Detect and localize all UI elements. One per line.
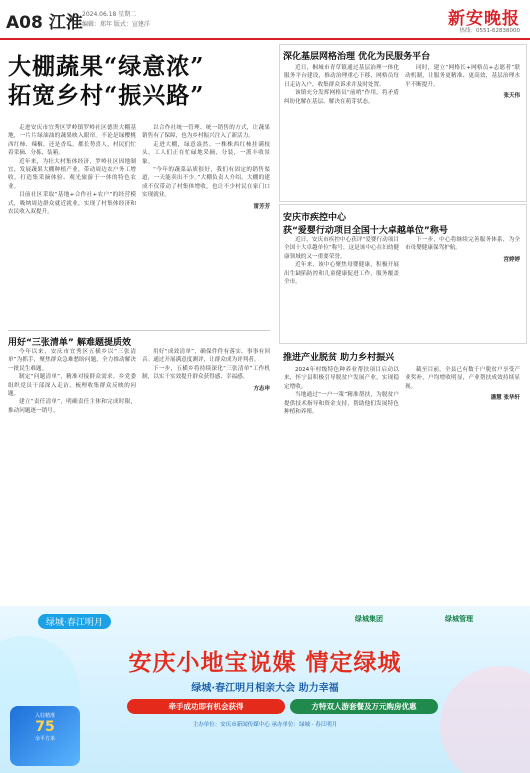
right3-column-2	[405, 366, 520, 401]
page-number	[6, 8, 83, 33]
sponsor-logo: 绿城集团	[355, 615, 383, 623]
article-para: 截至目前，全县已有数千户脱贫户享受产业奖补，户均增收明显，产业帮扶成效持续显现。	[405, 367, 520, 390]
article-para: 当地通过“一户一策”精准帮扶，为脱贫户提供技术指导和资金支持，帮助他们发展特色种植和养殖。	[284, 392, 399, 416]
article-headline: 用好“三张清单” 解难题提质效	[8, 338, 131, 348]
badge-caption: 入驻精准	[34, 713, 55, 719]
banner-subtitle: 绿城·春江明月相亲大会 助力幸福	[191, 683, 339, 694]
banner-organizers: 主办单位：安庆市新闻传媒中心 承办单位：绿城 · 春江明月	[192, 722, 338, 728]
article-three-lists	[8, 330, 270, 348]
section-name: 江淮	[48, 13, 83, 33]
advertisement-banner[interactable]	[0, 606, 530, 773]
page-no-text: A08	[6, 13, 43, 33]
article-para: 近日，桐城市青草镇通过基层治理一体化服务平台建设，推动治理重心下移，网格员每日走访入户，收集群众诉求并及时处置。	[284, 65, 399, 88]
lead-para: 近年来，为壮大村集体经济，罗岭社区因地制宜，发展蔬果大棚种植产业，带动周边农户务工增收，打造集采摘体验、观光旅游于一体的特色农业。	[8, 158, 136, 190]
article-para: 今年以来，安庆市宜秀区五横乡以“三张清单”为抓手，聚焦群众急难愁盼问题，全力推动解决一批民生难题。	[8, 349, 136, 372]
lead-para: 走进安庆市宜秀区罗岭镇罗岭社区德贵大棚基地，一片片绿油油的蔬果映入眼帘。不论是绿樱桃西红柿、辣椒，还是香瓜，都长势喜人，村民们忙着采摘、分拣、装箱。	[8, 125, 136, 157]
lead-column-1	[8, 124, 136, 216]
article-byline: 潘慧 张华轩	[490, 395, 520, 402]
lead-headline	[8, 52, 268, 110]
banner-slogan: 安庆小地宝说媒 情定绿城	[128, 649, 402, 676]
article-para: 近年来，该中心聚焦母婴健康，积极开展出生缺陷防控和儿童健康促进工作，服务覆盖全市。	[284, 262, 399, 286]
right3-column-1	[284, 366, 399, 416]
page-header	[0, 0, 530, 40]
article-para: 下一步，中心将继续完善服务体系，为全市母婴健康保驾护航。	[405, 237, 520, 252]
article-byline: 方志申	[253, 385, 270, 392]
banner-brand: 绿城·春江明月	[38, 614, 111, 629]
right1-column-1	[284, 64, 399, 106]
lead-para: 以合作社统一管理、统一销售的方式，让蔬果销售有了保障，也为乡村振兴注入了新活力。	[142, 125, 270, 140]
article-para: 建立“责任清单”，明确责任主体和完成时限，推动问题逐一销号。	[8, 399, 136, 414]
article-para: 同时，建立“网格长+网格员+志愿者”联动机制，让服务更精准、更高效，基层治理水平不断提升。	[405, 65, 520, 88]
article-para: 该镇充分发挥网格员“前哨”作用，将矛盾纠纷化解在基层、解决在萌芽状态。	[284, 90, 399, 105]
article-para: 用好“成效清单”，确保件件有落实、事事有回音。通过开展满意度测评，让群众成为评判者。	[142, 349, 270, 364]
right1-column-2	[405, 64, 520, 99]
article-headline: 深化基层网格治理 优化为民服务平台	[283, 52, 431, 62]
article-para: 下一步，五横乡将持续深化“三张清单”工作机制，以实干实效提升群众获得感、幸福感。	[142, 365, 270, 381]
lead-para: “今年的蔬菜品质很好，我们有固定的销售渠道，一天能卖出不少。”大棚负责人介绍，大棚的建成不仅带动了村集体增收，也让不少村民在家门口实现就业。	[142, 167, 270, 199]
lead-title-line-1: 大棚蔬果“绿意浓”	[8, 53, 205, 80]
article-byline: 张天伟	[503, 93, 520, 100]
hotline: 热线：0551-62838000	[459, 28, 520, 34]
headline-line-1: 安庆市疾控中心	[283, 213, 347, 223]
date-line: 2024.06.18 星期二	[82, 11, 137, 18]
article-para: 近日，安庆市疾控中心获评“爱婴行动项目全国十大卓越单位”称号，这是该中心在妇幼健康领域的又一重要荣誉。	[284, 237, 399, 260]
article-byline: 宫婷婷	[503, 256, 520, 263]
badge-number: 75	[35, 719, 55, 735]
lead-para: 走进大棚，绿意盎然。一株株西红柿挂满枝头，工人们正在忙碌地采摘、分装，一派丰收景象。	[142, 141, 270, 165]
newspaper-logo: 新安晚报	[448, 9, 520, 29]
lead-title-line-2: 拓宽乡村“振兴路”	[8, 82, 205, 109]
sponsor-logo: 绿城管理	[445, 615, 473, 623]
banner-promo-pill: 牵手成功即有机会获得	[127, 699, 285, 714]
lead-byline: 雷芳芳	[253, 203, 270, 210]
article-para: 2024年村级特色种养业帮扶项目启动以来，怀宁县积极引导脱贫户发展产业，实现稳定增收。	[284, 367, 399, 390]
area-badge	[10, 706, 80, 766]
right2-column-1	[284, 236, 399, 286]
lead-column-2	[142, 124, 270, 210]
article2-column-2	[142, 348, 270, 392]
badge-unit: 余平方米	[34, 736, 55, 742]
article-para: 制定“问题清单”，精准对接群众需求。乡党委组织党员干部深入走访，梳理收集群众反映的问题。	[8, 374, 136, 398]
right2-column-2	[405, 236, 520, 263]
article-headline	[283, 210, 523, 236]
banner-prize-pill: 方特双人游套餐及万元购房优惠	[290, 699, 438, 714]
article2-column-1	[8, 348, 136, 415]
lead-para: 目前社区采取“基地+合作社+农户”的经营模式，吸纳周边群众就近就业，实现了村集体经济和农民收入双提升。	[8, 192, 136, 216]
editor-line: 编辑：郑年 版式：宣建洋	[82, 21, 150, 28]
article-headline: 推进产业脱贫 助力乡村振兴	[283, 353, 395, 363]
headline-line-2: 获“爱婴行动项目全国十大卓越单位”称号	[283, 226, 448, 236]
